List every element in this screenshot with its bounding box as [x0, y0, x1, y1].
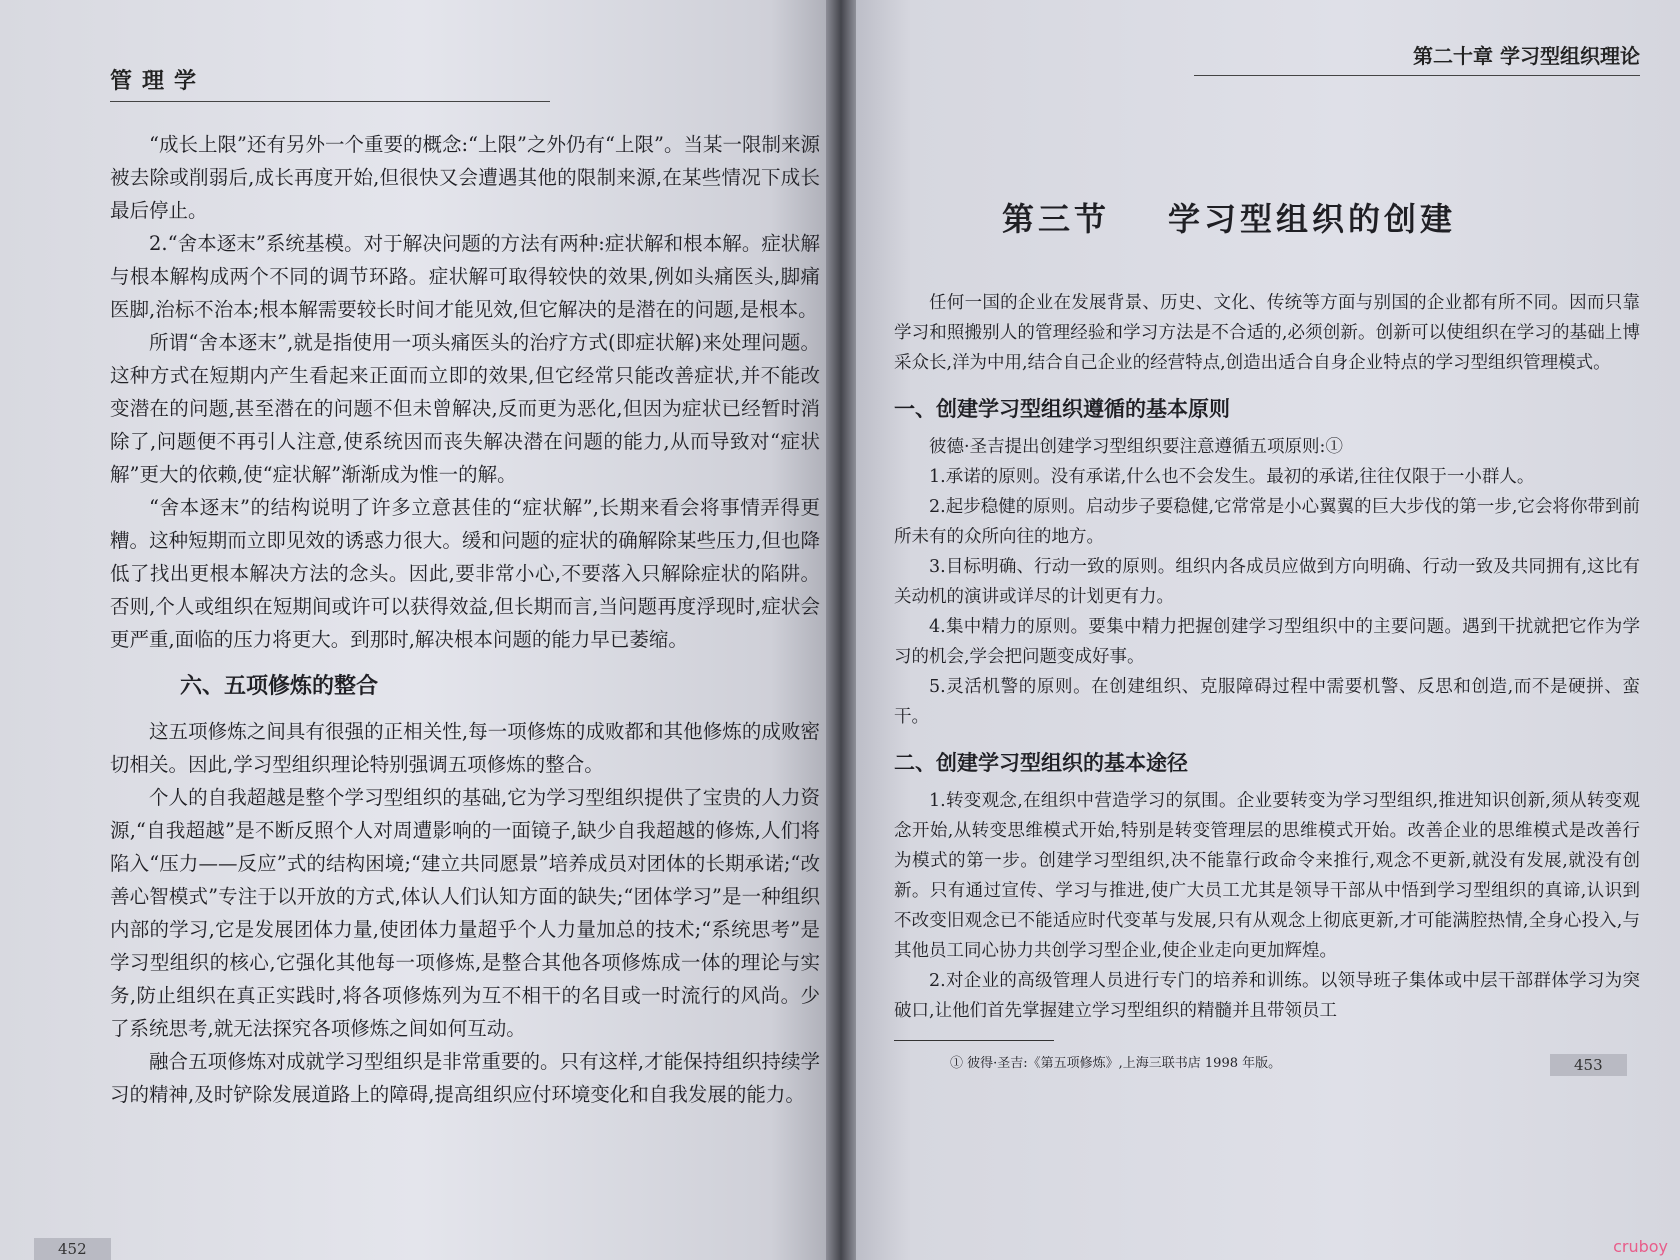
section-name: 学习型组织的创建: [1168, 200, 1457, 238]
running-head-right: 第二十章 学习型组织理论: [1194, 40, 1640, 76]
principle-item: 4.集中精力的原则。要集中精力把握创建学习型组织中的主要问题。遇到干扰就把它作为学习的机会,学会把问题变成好事。: [894, 617, 1640, 667]
principle-item: 5.灵活机警的原则。在创建组织、克服障碍过程中需要机警、反思和创造,而不是硬拼、蛮干。: [894, 677, 1640, 727]
paragraph: 2.“舍本逐末”系统基模。对于解决问题的方法有两种:症状解和根本解。症状解与根本解构成两个不同的调节环路。症状解可取得较快的效果,例如头痛医头,脚痛医脚,治标不治本;根本解需要较长时间才能见效,但它解决的是潜在的问题,是根本。: [110, 232, 820, 321]
page-number-right: 453: [1550, 1054, 1627, 1076]
principle-item: 3.目标明确、行动一致的原则。组织内各成员应做到方向明确、行动一致及共同拥有,这比有关动机的演讲或详尽的计划更有力。: [894, 557, 1640, 607]
section-number: 第三节: [1002, 200, 1111, 238]
paragraph: “舍本逐末”的结构说明了许多立意甚佳的“症状解”,长期来看会将事情弄得更糟。这种短期而立即见效的诱惑力很大。缓和问题的症状的确解除某些压力,但也降低了找出更根本解决方法的念头。因此,要非常小心,不要落入只解除症状的陷阱。否则,个人或组织在短期间或许可以获得效益,但长期而言,当问题再度浮现时,症状会更严重,面临的压力将更大。到那时,解决根本问题的能力早已萎缩。: [110, 496, 820, 651]
paragraph: 融合五项修炼对成就学习型组织是非常重要的。只有这样,才能保持组织持续学习的精神,及时铲除发展道路上的障碍,提高组织应付环境变化和自我发展的能力。: [110, 1050, 820, 1106]
left-page: [0, 0, 838, 1260]
footnote-divider: [894, 1040, 1054, 1041]
subheading-principles: 一、创建学习型组织遵循的基本原则: [894, 397, 1230, 421]
principle-item: 2.起步稳健的原则。启动步子要稳健,它常常是小心翼翼的巨大步伐的第一步,它会将你带到前所未有的众所向往的地方。: [894, 497, 1640, 547]
paragraph: 这五项修炼之间具有很强的正相关性,每一项修炼的成败都和其他修炼的成败密切相关。因此,学习型组织理论特别强调五项修炼的整合。: [110, 720, 820, 776]
approach-item: 2.对企业的高级管理人员进行专门的培养和训练。以领导班子集体或中层干部群体学习为突破口,让他们首先掌握建立学习型组织的精髓并且带领员工: [894, 971, 1640, 1021]
footnote: ① 彼得·圣吉:《第五项修炼》,上海三联书店 1998 年版。: [950, 1056, 1282, 1071]
page-number-left: 452: [34, 1238, 111, 1260]
running-head-left: 管理学: [110, 64, 550, 102]
watermark: cruboy: [1613, 1237, 1668, 1256]
left-body-text: [110, 128, 820, 1111]
paragraph: “成长上限”还有另外一个重要的概念:“上限”之外仍有“上限”。当某一限制来源被去除或削弱后,成长再度开始,但很快又会遭遇其他的限制来源,在某些情况下成长最后停止。: [110, 133, 820, 222]
paragraph: 所谓“舍本逐末”,就是指使用一项头痛医头的治疗方式(即症状解)来处理问题。这种方式在短期内产生看起来正面而立即的效果,但它经常只能改善症状,并不能改变潜在的问题,甚至潜在的问题不但未曾解决,反而更为恶化,但因为症状已经暂时消除了,问题便不再引人注意,使系统因而丧失解决潜在问题的能力,从而导致对“症状解”更大的依赖,使“症状解”渐渐成为惟一的解。: [110, 331, 820, 486]
right-body-text: [894, 288, 1640, 1079]
principle-item: 彼德·圣吉提出创建学习型组织要注意遵循五项原则:①: [929, 437, 1343, 457]
approach-item: 1.转变观念,在组织中营造学习的氛围。企业要转变为学习型组织,推进知识创新,须从转变观念开始,从转变思维模式开始,特别是转变管理层的思维模式开始。改善企业的思维模式是改善行为模式的第一步。创建学习型组织,决不能靠行政命令来推行,观念不更新,就没有发展,就没有创新。只有通过宣传、学习与推进,使广大员工尤其是领导干部从中悟到学习型组织的真谛,认识到不改变旧观念已不能适应时代变革与发展,只有从观念上彻底更新,才可能满腔热情,全身心投入,与其他员工同心协力共创学习型企业,使企业走向更加辉煌。: [894, 791, 1640, 961]
principle-item: 1.承诺的原则。没有承诺,什么也不会发生。最初的承诺,往往仅限于一小群人。: [929, 467, 1535, 487]
subheading-approaches: 二、创建学习型组织的基本途径: [894, 751, 1188, 775]
section-title: [1002, 194, 1640, 240]
section-heading: 六、五项修炼的整合: [180, 674, 379, 699]
book-gutter: [826, 0, 856, 1260]
paragraph: 个人的自我超越是整个学习型组织的基础,它为学习型组织提供了宝贵的人力资源,“自我超越”是不断反照个人对周遭影响的一面镜子,缺少自我超越的修炼,人们将陷入“压力——反应”式的结构困境;“建立共同愿景”培养成员对团体的长期承诺;“改善心智模式”专注于以开放的方式,体认人们认知方面的缺失;“团体学习”是一种组织内部的学习,它是发展团体力量,使团体力量超乎个人力量加总的技术;“系统思考”是学习型组织的核心,它强化其他每一项修炼,是整合其他各项修炼成一体的理论与实务,防止组织在真正实践时,将各项修炼列为互不相干的名目或一时流行的风尚。少了系统思考,就无法探究各项修炼之间如何互动。: [110, 786, 820, 1040]
intro-paragraph: 任何一国的企业在发展背景、历史、文化、传统等方面与别国的企业都有所不同。因而只靠学习和照搬别人的管理经验和学习方法是不合适的,必须创新。创新可以使组织在学习的基础上博采众长,洋为中用,结合自己企业的经营特点,创造出适合自身企业特点的学习型组织管理模式。: [894, 293, 1640, 373]
